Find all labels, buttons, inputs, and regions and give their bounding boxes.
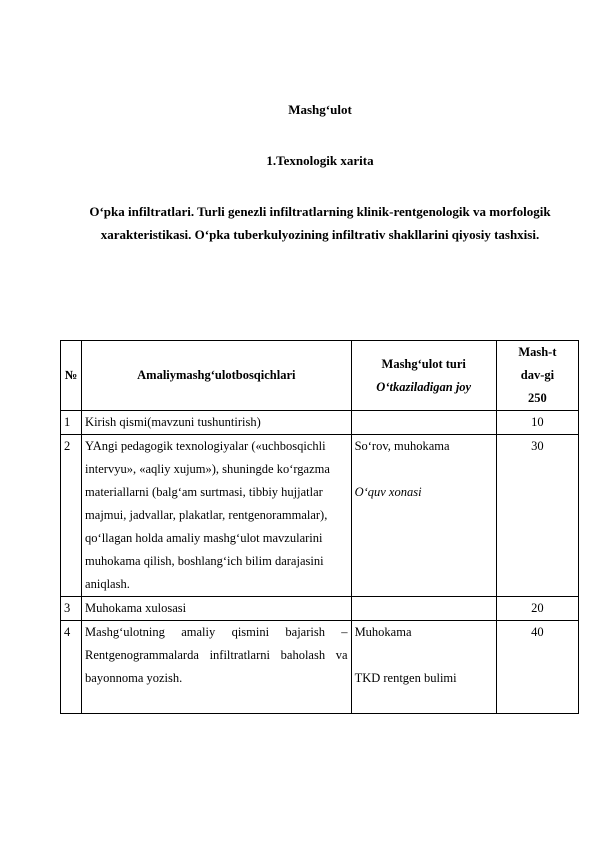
row-place: TKD rentgen bulimi [354, 671, 457, 685]
row-minutes: 20 [496, 597, 578, 621]
row-number: 3 [61, 597, 82, 621]
header-place: O‘tkaziladigan joy [376, 379, 472, 394]
technological-map-table [60, 340, 579, 714]
row-minutes: 40 [496, 621, 578, 714]
row-number: 4 [61, 621, 82, 714]
row-type-place [351, 411, 496, 435]
row-number: 1 [61, 411, 82, 435]
row-type: So‘rov, muhokama [354, 439, 450, 453]
row-type-place [351, 597, 496, 621]
row-place: O‘quv xonasi [354, 485, 422, 499]
document-subtitle: 1.Texnologik xarita [266, 153, 374, 168]
table-row [61, 597, 579, 621]
header-type: Mashg‘ulot turi [381, 356, 466, 371]
row-type-place [351, 621, 496, 714]
row-activity: Mashg‘ulotning amaliy qismini bajarish – Rentgenogrammalarda infiltratlarni baholash va bayonnoma yozish. [82, 621, 352, 714]
row-activity: Kirish qismi(mavzuni tushuntirish) [82, 411, 352, 435]
document-title: Mashg‘ulot [288, 102, 352, 117]
row-minutes: 10 [496, 411, 578, 435]
table-row [61, 435, 579, 597]
header-minutes-total: 250 [528, 391, 547, 405]
header-minutes [496, 341, 578, 411]
header-number: № [61, 341, 82, 411]
row-activity: Muhokama xulosasi [82, 597, 352, 621]
table-row [61, 621, 579, 714]
table-header-row [61, 341, 579, 411]
header-minutes-line2: dav-gi [520, 368, 555, 382]
header-activity: Amaliymashg‘ulotbosqichlari [82, 341, 352, 411]
header-minutes-line1: Mash-t [518, 345, 557, 359]
table-row [61, 411, 579, 435]
row-type-place [351, 435, 496, 597]
header-type-place [351, 341, 496, 411]
row-type: Muhokama [354, 625, 412, 639]
row-activity: YAngi pedagogik texnologiyalar («uchbosqichli intervyu», «aqliy xujum»), shuningde ko‘rgazma materiallarni (balg‘am surtmasi, tibbiy hujjatlar majmui, jadvallar, plakatlar, rentgenorammalar), qo‘llagan holda amaliy mashg‘ulot mavzularini muhokama qilish, boshlang‘ich bilim darajasini aniqlash. [82, 435, 352, 597]
row-number: 2 [61, 435, 82, 597]
row-minutes: 30 [496, 435, 578, 597]
lesson-topic: O‘pka infiltratlari. Turli genezli infiltratlarning klinik-rentgenologik va morfologik xarakteristikasi. O‘pka tuberkulyozining infiltrativ shakllarini qiyosiy tashxisi. [89, 204, 551, 242]
